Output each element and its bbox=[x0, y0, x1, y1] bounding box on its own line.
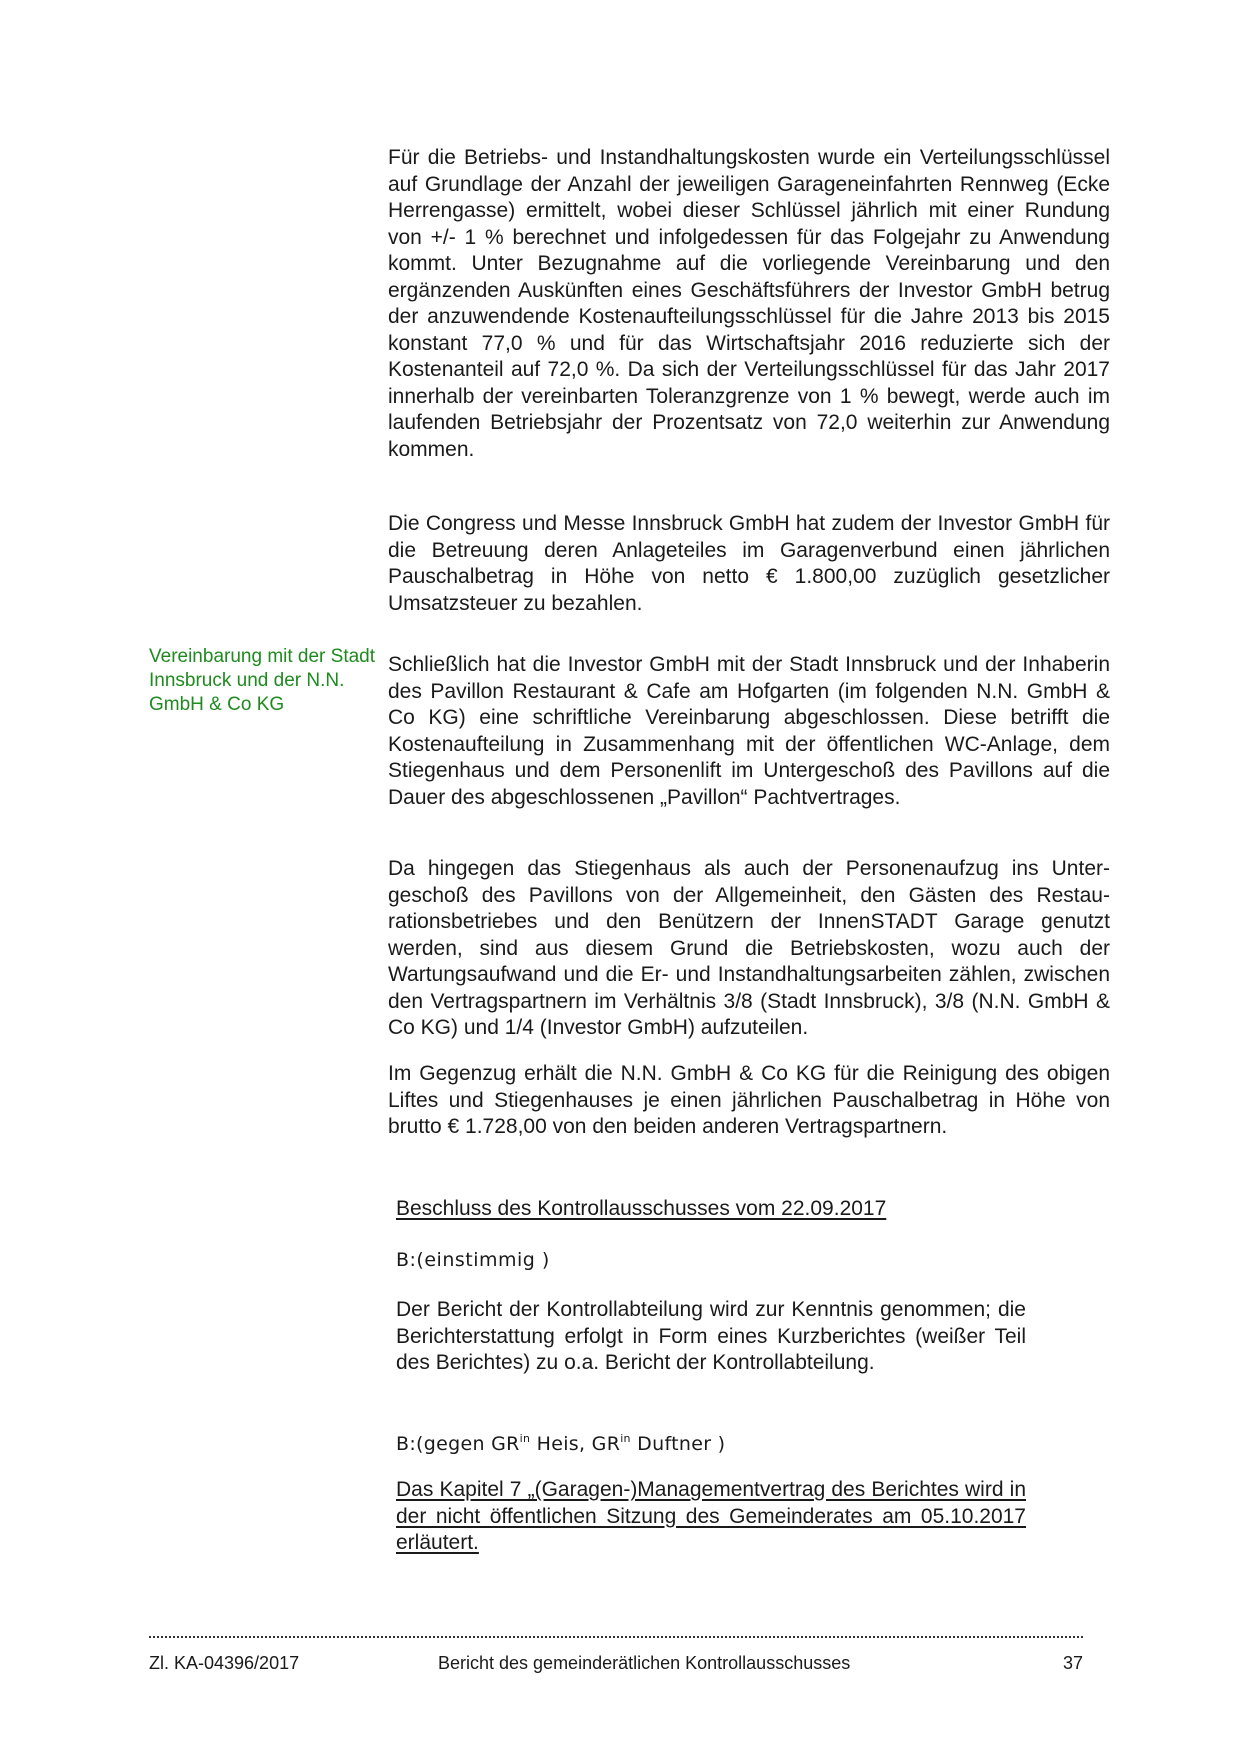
paragraph-cost-split bbox=[388, 856, 1110, 1042]
paragraph-cleaning-fee bbox=[388, 1061, 1110, 1141]
resolution-final-text: Das Kapitel 7 „(Garagen-)Managementvertrag des Berichtes wird in der nicht öffentlichen Sitzung des Gemeinderates am 05.10.2017 erläutert. bbox=[396, 1478, 1026, 1554]
paragraph-congress-fee bbox=[388, 511, 1110, 617]
resolution-vote-unanimous: B:(einstimmig ) bbox=[396, 1249, 550, 1271]
paragraph-agreement bbox=[388, 652, 1110, 811]
paragraph-text: Für die Betriebs- und Instandhaltungskosten wurde ein Verteilungsschlüssel auf Grundlage der Anzahl der jeweiligen Garageneinfahrten Rennweg (Ecke Herrengasse) ermittelt, wobei dieser Schlüssel jährlich mit einer Rundung von +/- 1 % berechnet und infolgedessen für das Folgejahr zu Anwendung kommt. Unter Bezugnahme auf die vorliegende Vereinbarung und den ergänzenden Auskünften eines Geschäftsführers der Investor GmbH betrug der anzuwendende Kostenaufteilungsschlüssel für die Jahre 2013 bis 2015 konstant 77,0 % und für das Wirtschaftsjahr 2016 reduzierte sich der Kostenanteil auf 72,0 %. Da sich der Verteilungsschlüssel für das Jahr 2017 innerhalb der vereinbarten Toleranzgrenze von 1 % bewegt, werde auch im laufenden Betriebsjahr der Prozentsatz von 72,0 weiterhin zur Anwendung kommen. bbox=[388, 146, 1110, 461]
footer-divider bbox=[149, 1628, 1083, 1638]
vote-middle: Heis, GR bbox=[530, 1433, 621, 1455]
resolution-text-body: Der Bericht der Kontrollabteilung wird zur Kenntnis genommen; die Berichterstattung erfolgt in Form eines Kurzberichtes (weißer Teil des Berichtes) zu o.a. Bericht der Kontrollabteilung. bbox=[396, 1298, 1026, 1374]
resolution-final-note bbox=[396, 1477, 1026, 1557]
paragraph-text: Die Congress und Messe Innsbruck GmbH hat zudem der Investor GmbH für die Betreuung deren Anlageteiles im Garagenverbund einen jährlichen Pauschalbetrag in Höhe von netto € 1.800,00 zuzüglich gesetzlicher Umsatzsteuer zu bezahlen. bbox=[388, 512, 1110, 615]
paragraph-text: Im Gegenzug erhält die N.N. GmbH & Co KG für die Reinigung des obigen Liftes und Stiegenhauses je einen jährlichen Pauschalbetrag in Höhe von brutto € 1.728,00 von den beiden anderen Vertragspartnern. bbox=[388, 1062, 1110, 1138]
superscript: in bbox=[620, 1432, 631, 1445]
footer-title: Bericht des gemeinderätlichen Kontrollausschusses bbox=[438, 1653, 851, 1673]
footer-page-number: 37 bbox=[1062, 1653, 1083, 1673]
resolution-vote-against bbox=[396, 1426, 1026, 1458]
resolution-heading: Beschluss des Kontrollausschusses vom 22.09.2017 bbox=[396, 1197, 887, 1220]
paragraph-cost-key bbox=[388, 145, 1110, 463]
vote-suffix: Duftner ) bbox=[630, 1433, 726, 1455]
resolution-text bbox=[396, 1297, 1026, 1377]
paragraph-text: Da hingegen das Stiegenhaus als auch der Personenaufzug ins Untergeschoß des Pavillons von der Allgemeinheit, den Gästen des Restaurationsbetriebes und den Benützern der InnenSTADT Garage genutzt werden, sind aus diesem Grund die Betriebskosten, wozu auch der Wartungsaufwand und die Er- und Instandhaltungsarbeiten zählen, zwischen den Vertragspartnern im Verhältnis 3/8 (Stadt Innsbruck), 3/8 (N.N. GmbH & Co KG) und 1/4 (Investor GmbH) aufzuteilen. bbox=[388, 857, 1110, 1039]
margin-note: Vereinbarung mit der Stadt Innsbruck und der N.N. GmbH & Co KG bbox=[149, 646, 376, 715]
vote-prefix: B:(gegen GR bbox=[396, 1433, 520, 1455]
paragraph-text: Schließlich hat die Investor GmbH mit der Stadt Innsbruck und der Inhaberin des Pavillon Restaurant & Cafe am Hofgarten (im folgenden N.N. GmbH & Co KG) eine schriftliche Vereinbarung abgeschlossen. Diese betrifft die Kostenaufteilung in Zusammenhang mit der öffentlichen WC-Anlage, dem Stiegenhaus und dem Personenlift im Untergeschoß des Pavillons auf die Dauer des abgeschlossenen „Pavillon“ Pachtvertrages. bbox=[388, 653, 1110, 809]
footer-reference: Zl. KA-04396/2017 bbox=[149, 1653, 300, 1673]
superscript: in bbox=[519, 1432, 531, 1445]
